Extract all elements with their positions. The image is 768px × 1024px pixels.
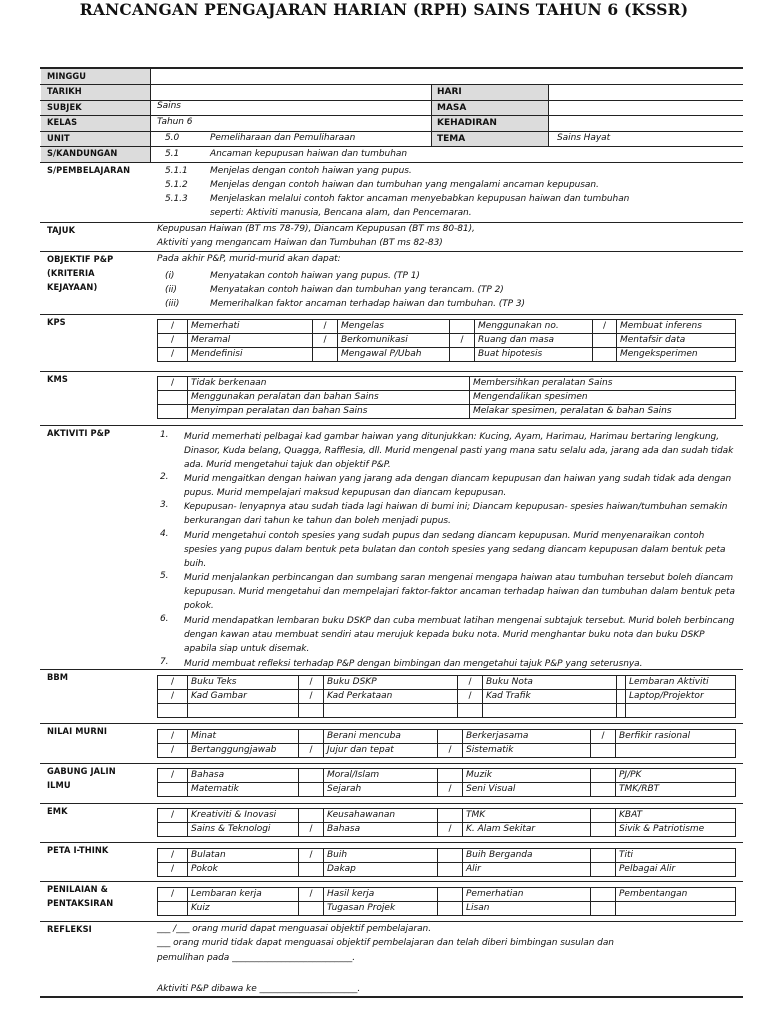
emk-row: [158, 809, 736, 823]
kps-item: Meramal: [188, 334, 313, 348]
emk-checkmark[interactable]: [591, 823, 616, 837]
peta-ithink-table: [157, 848, 736, 877]
bbm-item: Lembaran Aktiviti: [626, 676, 736, 690]
label-objektif-kejayaan: KEJAYAAN): [47, 283, 98, 293]
label-tajuk: TAJUK: [47, 226, 76, 236]
nilai-item: Minat: [188, 730, 299, 744]
peta-item: Titi: [616, 849, 736, 863]
kps-item: Mengeksperimen: [617, 348, 736, 362]
gabung-checkmark[interactable]: [591, 783, 616, 797]
label-kelas: KELAS: [47, 118, 78, 128]
emk-item: K. Alam Sekitar: [463, 823, 591, 837]
emk-item: Sains & Teknologi: [188, 823, 299, 837]
kps-item: Ruang dan masa: [475, 334, 593, 348]
nilai-checkmark[interactable]: /: [591, 730, 616, 744]
peta-checkmark[interactable]: [438, 849, 463, 863]
penilaian-item: Tugasan Projek: [324, 902, 438, 916]
nilai-checkmark[interactable]: [591, 744, 616, 758]
label-objektif: OBJEKTIF P&P: [47, 255, 114, 265]
emk-item: Kreativiti & Inovasi: [188, 809, 299, 823]
label-subjek: SUBJEK: [47, 103, 82, 113]
bbm-checkmark[interactable]: [617, 690, 626, 704]
penilaian-checkmark[interactable]: /: [299, 888, 324, 902]
peta-item: Buih Berganda: [463, 849, 591, 863]
emk-table: [157, 808, 736, 837]
bbm-checkmark[interactable]: [617, 676, 626, 690]
gabung-checkmark[interactable]: /: [438, 783, 463, 797]
emk-checkmark[interactable]: /: [158, 809, 188, 823]
kps-checkmark[interactable]: /: [158, 348, 188, 362]
sp-text-3: Menjelaskan melalui contoh faktor ancaman menyebabkan kepupusan haiwan dan tumbuhan: [210, 194, 630, 204]
kps-item: Membuat inferens: [617, 320, 736, 334]
kps-item: Mendefinisi: [188, 348, 313, 362]
label-nilai-murni: NILAI MURNI: [47, 727, 108, 737]
penilaian-item: Pembentangan: [616, 888, 736, 902]
bbm-checkmark[interactable]: /: [299, 690, 324, 704]
bbm-item: [483, 704, 617, 718]
objektif-intro: Pada akhir P&P, murid-murid akan dapat:: [157, 254, 341, 264]
label-kps: KPS: [47, 318, 66, 328]
aktiviti-no: 2.: [160, 472, 169, 482]
kps-checkmark[interactable]: /: [313, 320, 338, 334]
nilai-item: Berfikir rasional: [616, 730, 736, 744]
objektif-no-2: (ii): [165, 285, 177, 295]
penilaian-checkmark[interactable]: /: [158, 888, 188, 902]
value-subjek: Sains: [157, 101, 181, 111]
gabung-checkmark[interactable]: [299, 769, 324, 783]
objektif-text-1: Menyatakan contoh haiwan yang pupus. (TP 1): [210, 271, 420, 281]
kps-checkmark[interactable]: [450, 320, 475, 334]
nilai-checkmark[interactable]: /: [299, 744, 324, 758]
kms-checkmark[interactable]: /: [158, 377, 188, 391]
penilaian-checkmark[interactable]: [438, 902, 463, 916]
objektif-no-3: (iii): [165, 299, 180, 309]
peta-item: Bulatan: [188, 849, 299, 863]
emk-checkmark[interactable]: [299, 809, 324, 823]
bbm-item: Kad Perkataan: [324, 690, 458, 704]
penilaian-checkmark[interactable]: [158, 902, 188, 916]
emk-checkmark[interactable]: [438, 809, 463, 823]
aktiviti-no: 4.: [160, 529, 169, 539]
peta-checkmark[interactable]: /: [299, 849, 324, 863]
label-penilaian: PENILAIAN &: [47, 885, 108, 895]
aktiviti-text: Murid mendapatkan lembaran buku DSKP dan cuba membuat latihan mengenai subtajuk tersebut. Murid boleh berbincang dengan kawan atau membuat sendiri atau merujuk kepada buku nota. Murid menghantar buku nota dan buku DSKP apabila siap untuk disemak.: [184, 616, 735, 654]
kps-table: [157, 319, 736, 362]
value-unit: Pemeliharaan dan Pemuliharaan: [210, 133, 356, 143]
objektif-no-1: (i): [165, 271, 175, 281]
value-kelas: Tahun 6: [157, 117, 193, 127]
gabung-item: PJ/PK: [616, 769, 736, 783]
refleksi-line-4: Aktiviti P&P dibawa ke ______________________.: [157, 984, 361, 994]
gabung-item: Seni Visual: [463, 783, 591, 797]
emk-checkmark[interactable]: /: [299, 823, 324, 837]
refleksi-line-1: ___ /___ orang murid dapat menguasai objektif pembelajaran.: [157, 924, 432, 934]
kms-row: [158, 405, 736, 419]
aktiviti-text: Murid menjalankan perbincangan dan sumbang saran mengenai mengapa haiwan atau tumbuhan tersebut boleh diancam kepupusan. Murid mengetahui dan mempelajari faktor-faktor ancaman terhadap haiwan dan tumbuhan dalam bentuk peta pokok.: [184, 573, 735, 611]
penilaian-item: Lembaran kerja: [188, 888, 299, 902]
label-bbm: BBM: [47, 673, 69, 683]
emk-row: [158, 823, 736, 837]
bbm-item: [324, 704, 458, 718]
bbm-row: [158, 690, 736, 704]
emk-item: Bahasa: [324, 823, 438, 837]
nilai-item: [616, 744, 736, 758]
bbm-row: [158, 704, 736, 718]
label-emk: EMK: [47, 807, 68, 817]
nilai-checkmark[interactable]: /: [438, 744, 463, 758]
label-pentaksiran: PENTAKSIRAN: [47, 899, 114, 909]
label-hari: HARI: [437, 87, 462, 97]
kps-checkmark[interactable]: /: [450, 334, 475, 348]
label-peta-ithink: PETA I-THINK: [47, 846, 109, 856]
peta-checkmark[interactable]: [591, 863, 616, 877]
label-unit: UNIT: [47, 134, 70, 144]
nilai-murni-table: [157, 729, 736, 758]
aktiviti-text: Murid mengaitkan dengan haiwan yang jarang ada dengan diancam kepupusan dan haiwan yang sudah tidak ada dengan pupus. Murid mempelajari maksud kepupusan dan diancam kepupusan.: [184, 474, 732, 498]
label-gabung-ilmu: ILMU: [47, 781, 71, 791]
nilai-item: Berkerjasama: [463, 730, 591, 744]
bbm-checkmark[interactable]: /: [458, 676, 483, 690]
peta-item: Buih: [324, 849, 438, 863]
aktiviti-no: 5.: [160, 571, 169, 581]
gabung-item: Sejarah: [324, 783, 438, 797]
bbm-checkmark[interactable]: /: [458, 690, 483, 704]
gabung-checkmark[interactable]: /: [158, 769, 188, 783]
label-tarikh: TARIKH: [47, 87, 82, 97]
aktiviti-no: 7.: [160, 657, 169, 667]
gabung-checkmark[interactable]: [438, 769, 463, 783]
penilaian-checkmark[interactable]: [438, 888, 463, 902]
kps-item: Mentafsir data: [617, 334, 736, 348]
peta-item: Dakap: [324, 863, 438, 877]
bbm-item: Buku DSKP: [324, 676, 458, 690]
kps-checkmark[interactable]: [313, 348, 338, 362]
penilaian-checkmark[interactable]: [591, 902, 616, 916]
kps-checkmark[interactable]: [450, 348, 475, 362]
tajuk-line-2: Aktiviti yang mengancam Haiwan dan Tumbuhan (BT ms 82-83): [157, 238, 443, 248]
gabung-checkmark[interactable]: [158, 783, 188, 797]
label-minggu: MINGGU: [47, 72, 87, 82]
kps-checkmark[interactable]: /: [313, 334, 338, 348]
kms-checkmark[interactable]: [158, 405, 188, 419]
kms-item: Membersihkan peralatan Sains: [470, 377, 736, 391]
nilai-checkmark[interactable]: [299, 730, 324, 744]
penilaian-row: [158, 888, 736, 902]
peta-item: Alir: [463, 863, 591, 877]
kps-row: [158, 348, 736, 362]
bbm-item: [188, 704, 299, 718]
peta-row: [158, 863, 736, 877]
gabung-item: Matematik: [188, 783, 299, 797]
label-aktiviti: AKTIVITI P&P: [47, 429, 111, 439]
penilaian-item: Pemerhatian: [463, 888, 591, 902]
penilaian-item: Kuiz: [188, 902, 299, 916]
gabung-jalin-table: [157, 768, 736, 797]
label-masa: MASA: [437, 103, 467, 113]
label-skandungan: S/KANDUNGAN: [47, 149, 118, 159]
bbm-checkmark[interactable]: [458, 704, 483, 718]
kps-checkmark[interactable]: /: [158, 334, 188, 348]
bbm-item: [626, 704, 736, 718]
emk-item: Keusahawanan: [324, 809, 438, 823]
aktiviti-text: Kepupusan- lenyapnya atau sudah tiada lagi haiwan di bumi ini; Diancam kepupusan- spesies haiwan/tumbuhan semakin berkurangan dari tahun ke tahun dan boleh menjadi pupus.: [184, 502, 728, 526]
value-unit-no: 5.0: [165, 133, 180, 143]
sp-no-2: 5.1.2: [165, 180, 188, 190]
kps-checkmark[interactable]: [593, 334, 617, 348]
objektif-text-3: Memerihalkan faktor ancaman terhadap haiwan dan tumbuhan. (TP 3): [210, 299, 525, 309]
penilaian-row: [158, 902, 736, 916]
peta-item: Pelbagai Alir: [616, 863, 736, 877]
kps-checkmark[interactable]: /: [158, 320, 188, 334]
kps-item: Memerhati: [188, 320, 313, 334]
sp-no-3: 5.1.3: [165, 194, 188, 204]
gabung-item: Muzik: [463, 769, 591, 783]
penilaian-item: [616, 902, 736, 916]
objektif-text-2: Menyatakan contoh haiwan dan tumbuhan yang terancam. (TP 2): [210, 285, 504, 295]
emk-item: KBAT: [616, 809, 736, 823]
aktiviti-text: Murid memerhati pelbagai kad gambar haiwan yang ditunjukkan: Kucing, Ayam, Harimau, Harimau bertaring lengkung, Dinasor, Kuda belang, Quagga, Rafflesia, dll. Murid mengenal pasti yang mana satu selalu ada, jarang ada dan sudah tidak ada. Murid mengetahui tajuk dan objektif P&P.: [184, 432, 734, 470]
penilaian-checkmark[interactable]: [591, 888, 616, 902]
label-kms: KMS: [47, 375, 68, 385]
nilai-item: Jujur dan tepat: [324, 744, 438, 758]
aktiviti-text: Murid mengetahui contoh spesies yang sudah pupus dan sedang diancam kepupusan. Murid menyenaraikan contoh spesies yang pupus dalam bentuk peta bulatan dan contoh spesies yang sedang diancam kepupusan dalam bentuk peta buih.: [184, 531, 726, 569]
aktiviti-no: 3.: [160, 500, 169, 510]
value-tema: Sains Hayat: [557, 133, 611, 143]
bbm-item: Buku Teks: [188, 676, 299, 690]
kps-checkmark[interactable]: [593, 348, 617, 362]
gabung-item: Bahasa: [188, 769, 299, 783]
bbm-checkmark[interactable]: [158, 704, 188, 718]
gabung-checkmark[interactable]: [591, 769, 616, 783]
gabung-row: [158, 769, 736, 783]
kps-row: [158, 320, 736, 334]
kps-item: Menggunakan no.: [475, 320, 593, 334]
kps-item: Buat hipotesis: [475, 348, 593, 362]
label-objektif-kriteria: (KRITERIA: [47, 269, 95, 279]
bbm-table: [157, 675, 736, 718]
kms-item: Menyimpan peralatan dan bahan Sains: [188, 405, 470, 419]
kms-item: Melakar spesimen, peralatan & bahan Sains: [470, 405, 736, 419]
emk-item: Sivik & Patriotisme: [616, 823, 736, 837]
peta-checkmark[interactable]: /: [158, 849, 188, 863]
kms-item: Menggunakan peralatan dan bahan Sains: [188, 391, 470, 405]
bbm-item: Buku Nota: [483, 676, 617, 690]
bbm-checkmark[interactable]: /: [158, 676, 188, 690]
bbm-item: Kad Gambar: [188, 690, 299, 704]
aktiviti-no: 6.: [160, 614, 169, 624]
kps-item: Mengawal P/Ubah: [338, 348, 450, 362]
nilai-checkmark[interactable]: /: [158, 744, 188, 758]
penilaian-item: Hasil kerja: [324, 888, 438, 902]
gabung-checkmark[interactable]: [299, 783, 324, 797]
kps-item: Mengelas: [338, 320, 450, 334]
peta-item: Pokok: [188, 863, 299, 877]
label-gabung-jalin: GABUNG JALIN: [47, 767, 116, 777]
peta-row: [158, 849, 736, 863]
refleksi-line-2: ___ orang murid tidak dapat menguasai objektif pembelajaran dan telah diberi bimbingan susulan dan: [157, 938, 614, 948]
bbm-row: [158, 676, 736, 690]
label-refleksi: REFLEKSI: [47, 925, 92, 935]
bbm-checkmark[interactable]: /: [299, 676, 324, 690]
sp-text-3-cont: seperti: Aktiviti manusia, Bencana alam, dan Pencemaran.: [210, 208, 472, 218]
nilai-checkmark[interactable]: /: [158, 730, 188, 744]
sp-text-1: Menjelas dengan contoh haiwan yang pupus.: [210, 166, 412, 176]
penilaian-item: Lisan: [463, 902, 591, 916]
label-spembelajaran: S/PEMBELAJARAN: [47, 166, 131, 176]
peta-checkmark[interactable]: [438, 863, 463, 877]
refleksi-line-3: pemulihan pada ___________________________.: [157, 953, 356, 963]
kps-checkmark[interactable]: /: [593, 320, 617, 334]
kms-row: [158, 377, 736, 391]
nilai-item: Berani mencuba: [324, 730, 438, 744]
bbm-checkmark[interactable]: [299, 704, 324, 718]
value-sk-no: 5.1: [165, 149, 180, 159]
sp-no-1: 5.1.1: [165, 166, 188, 176]
nilai-item: Sistematik: [463, 744, 591, 758]
nilai-checkmark[interactable]: [438, 730, 463, 744]
nilai-row: [158, 744, 736, 758]
gabung-item: TMK/RBT: [616, 783, 736, 797]
gabung-row: [158, 783, 736, 797]
kps-item: Berkomunikasi: [338, 334, 450, 348]
nilai-row: [158, 730, 736, 744]
bbm-checkmark[interactable]: /: [158, 690, 188, 704]
kms-row: [158, 391, 736, 405]
kms-table: [157, 376, 736, 419]
kms-item: Mengendalikan spesimen: [470, 391, 736, 405]
value-sk: Ancaman kepupusan haiwan dan tumbuhan: [210, 149, 407, 159]
label-tema: TEMA: [437, 134, 466, 144]
bbm-checkmark[interactable]: [617, 704, 626, 718]
aktiviti-no: 1.: [160, 430, 169, 440]
aktiviti-text: Murid membuat refleksi terhadap P&P dengan bimbingan dan mengetahui tajuk P&P yang seterusnya.: [184, 659, 643, 669]
penilaian-table: [157, 887, 736, 916]
kms-checkmark[interactable]: [158, 391, 188, 405]
bbm-item: Kad Trafik: [483, 690, 617, 704]
peta-checkmark[interactable]: [299, 863, 324, 877]
nilai-item: Bertanggungjawab: [188, 744, 299, 758]
peta-checkmark[interactable]: [591, 849, 616, 863]
page-title: RANCANGAN PENGAJARAN HARIAN (RPH) SAINS TAHUN 6 (KSSR): [79, 0, 689, 19]
emk-checkmark[interactable]: [158, 823, 188, 837]
bbm-item: Laptop/Projektor: [626, 690, 736, 704]
label-kehadiran: KEHADIRAN: [437, 118, 497, 128]
tajuk-line-1: Kepupusan Haiwan (BT ms 78-79), Diancam Kepupusan (BT ms 80-81),: [157, 224, 475, 234]
emk-checkmark[interactable]: [591, 809, 616, 823]
emk-item: TMK: [463, 809, 591, 823]
peta-checkmark[interactable]: /: [158, 863, 188, 877]
gabung-item: Moral/Islam: [324, 769, 438, 783]
emk-checkmark[interactable]: /: [438, 823, 463, 837]
kps-row: [158, 334, 736, 348]
kms-item: Tidak berkenaan: [188, 377, 470, 391]
sp-text-2: Menjelas dengan contoh haiwan dan tumbuhan yang mengalami ancaman kepupusan.: [210, 180, 599, 190]
penilaian-checkmark[interactable]: [299, 902, 324, 916]
